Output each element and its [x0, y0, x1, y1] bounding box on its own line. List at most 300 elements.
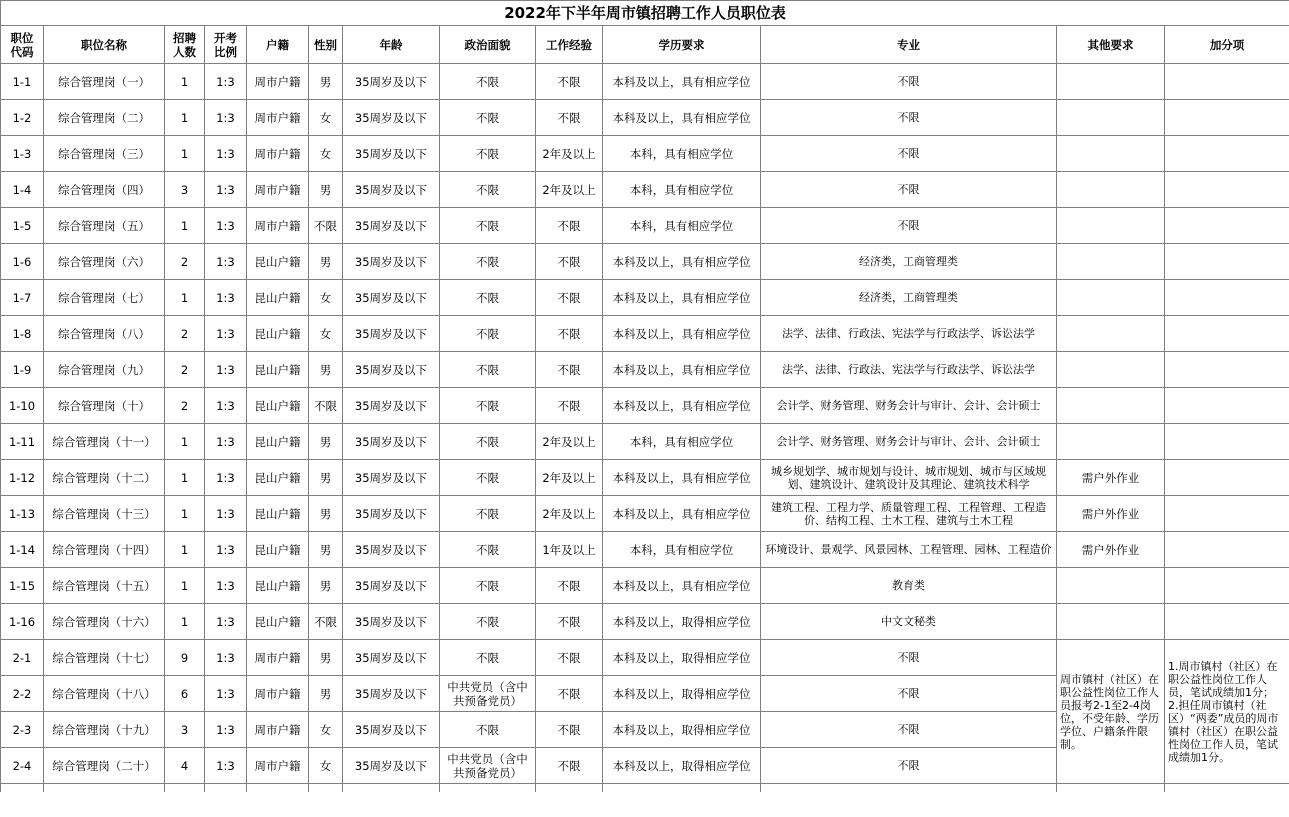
cell-gender[interactable]: 男: [309, 352, 343, 388]
cell-ratio[interactable]: 1:3: [205, 712, 247, 748]
empty-cell[interactable]: [44, 784, 165, 793]
cell-bonus[interactable]: [1165, 316, 1289, 352]
cell-name[interactable]: 综合管理岗（二）: [44, 100, 165, 136]
table-row: [1, 604, 1289, 640]
cell-ratio[interactable]: 1:3: [205, 208, 247, 244]
cell-gender[interactable]: 女: [309, 280, 343, 316]
cell-education[interactable]: 本科及以上，取得相应学位: [603, 676, 761, 712]
cell-bonus[interactable]: [1165, 604, 1289, 640]
cell-count[interactable]: 2: [165, 316, 205, 352]
cell-major[interactable]: 建筑工程、工程力学、质量管理工程、工程管理、工程造价、结构工程、土木工程、建筑与土木工程: [761, 496, 1057, 532]
cell-major[interactable]: 不限: [761, 172, 1057, 208]
cell-code[interactable]: 1-6: [1, 244, 44, 280]
cell-name[interactable]: 综合管理岗（十八）: [44, 676, 165, 712]
cell-name[interactable]: 综合管理岗（三）: [44, 136, 165, 172]
cell-major[interactable]: 经济类，工商管理类: [761, 244, 1057, 280]
cell-bonus[interactable]: [1165, 136, 1289, 172]
cell-gender[interactable]: 女: [309, 748, 343, 784]
cell-major[interactable]: 环境设计、景观学、风景园林、工程管理、园林、工程造价: [761, 532, 1057, 568]
cell-other[interactable]: [1057, 100, 1165, 136]
cell-education[interactable]: 本科及以上，具有相应学位: [603, 100, 761, 136]
table-row: [1, 172, 1289, 208]
cell-code[interactable]: 1-15: [1, 568, 44, 604]
cell-age[interactable]: 35周岁及以下: [343, 280, 440, 316]
cell-education[interactable]: 本科，具有相应学位: [603, 424, 761, 460]
cell-other[interactable]: 需户外作业: [1057, 460, 1165, 496]
cell-other[interactable]: [1057, 172, 1165, 208]
cell-ratio[interactable]: 1:3: [205, 100, 247, 136]
cell-major[interactable]: 经济类，工商管理类: [761, 280, 1057, 316]
cell-bonus[interactable]: [1165, 568, 1289, 604]
cell-name[interactable]: 综合管理岗（四）: [44, 172, 165, 208]
table-row: [1, 640, 1289, 676]
merged-other-requirements[interactable]: 周市镇村（社区）在职公益性岗位工作人员报考2-1至2-4岗位，不受年龄、学历学位、户籍条件限制。: [1057, 640, 1165, 784]
cell-age[interactable]: 35周岁及以下: [343, 136, 440, 172]
table-row: [1, 568, 1289, 604]
cell-politics[interactable]: 中共党员（含中共预备党员）: [440, 676, 536, 712]
cell-ratio[interactable]: 1:3: [205, 424, 247, 460]
table-row: [1, 244, 1289, 280]
table-row: [1, 136, 1289, 172]
cell-ratio[interactable]: 1:3: [205, 172, 247, 208]
empty-cell[interactable]: [1165, 784, 1289, 793]
cell-politics[interactable]: 不限: [440, 136, 536, 172]
cell-gender[interactable]: 男: [309, 496, 343, 532]
cell-count[interactable]: 3: [165, 712, 205, 748]
table-title: 2022年下半年周市镇招聘工作人员职位表: [1, 1, 1289, 26]
cell-ratio[interactable]: 1:3: [205, 568, 247, 604]
cell-age[interactable]: 35周岁及以下: [343, 388, 440, 424]
empty-cell[interactable]: [247, 784, 309, 793]
header-age: 年龄: [343, 26, 440, 64]
table-row: [1, 208, 1289, 244]
cell-count[interactable]: 3: [165, 172, 205, 208]
cell-major[interactable]: 不限: [761, 64, 1057, 100]
cell-gender[interactable]: 不限: [309, 604, 343, 640]
cell-ratio[interactable]: 1:3: [205, 532, 247, 568]
cell-politics[interactable]: 不限: [440, 244, 536, 280]
cell-gender[interactable]: 不限: [309, 208, 343, 244]
table-row: [1, 532, 1289, 568]
cell-age[interactable]: 35周岁及以下: [343, 64, 440, 100]
table-row: [1, 388, 1289, 424]
cell-experience[interactable]: 2年及以上: [536, 460, 603, 496]
cell-education[interactable]: 本科，具有相应学位: [603, 208, 761, 244]
cell-bonus[interactable]: [1165, 244, 1289, 280]
cell-code[interactable]: 1-3: [1, 136, 44, 172]
cell-education[interactable]: 本科及以上，具有相应学位: [603, 388, 761, 424]
empty-cell[interactable]: [536, 784, 603, 793]
cell-experience[interactable]: 不限: [536, 352, 603, 388]
empty-cell[interactable]: [603, 784, 761, 793]
empty-cell[interactable]: [309, 784, 343, 793]
cell-age[interactable]: 35周岁及以下: [343, 208, 440, 244]
cell-other[interactable]: [1057, 208, 1165, 244]
cell-other[interactable]: [1057, 316, 1165, 352]
cell-politics[interactable]: 不限: [440, 352, 536, 388]
table-row: [1, 460, 1289, 496]
cell-count[interactable]: 1: [165, 136, 205, 172]
cell-politics[interactable]: 不限: [440, 496, 536, 532]
header-code: 职位 代码: [1, 26, 44, 64]
cell-major[interactable]: 不限: [761, 640, 1057, 676]
cell-experience[interactable]: 不限: [536, 244, 603, 280]
empty-cell[interactable]: [205, 784, 247, 793]
cell-count[interactable]: 1: [165, 604, 205, 640]
cell-name[interactable]: 综合管理岗（十一）: [44, 424, 165, 460]
cell-experience[interactable]: 不限: [536, 604, 603, 640]
empty-cell[interactable]: [1, 784, 44, 793]
cell-politics[interactable]: 不限: [440, 640, 536, 676]
cell-other[interactable]: [1057, 280, 1165, 316]
cell-hukou[interactable]: 昆山户籍: [247, 568, 309, 604]
cell-hukou[interactable]: 昆山户籍: [247, 460, 309, 496]
table-row: [1, 280, 1289, 316]
table-body: [1, 64, 1289, 793]
cell-politics[interactable]: 不限: [440, 712, 536, 748]
cell-politics[interactable]: 不限: [440, 208, 536, 244]
cell-name[interactable]: 综合管理岗（一）: [44, 64, 165, 100]
cell-name[interactable]: 综合管理岗（十七）: [44, 640, 165, 676]
cell-age[interactable]: 35周岁及以下: [343, 460, 440, 496]
cell-education[interactable]: 本科及以上，取得相应学位: [603, 640, 761, 676]
cell-education[interactable]: 本科，具有相应学位: [603, 136, 761, 172]
cell-name[interactable]: 综合管理岗（十五）: [44, 568, 165, 604]
cell-major[interactable]: 法学、法律、行政法、宪法学与行政法学、诉讼法学: [761, 352, 1057, 388]
cell-other[interactable]: [1057, 352, 1165, 388]
cell-experience[interactable]: 不限: [536, 712, 603, 748]
cell-count[interactable]: 9: [165, 640, 205, 676]
cell-gender[interactable]: 男: [309, 64, 343, 100]
header-bonus: 加分项: [1165, 26, 1289, 64]
cell-gender[interactable]: 不限: [309, 388, 343, 424]
cell-hukou[interactable]: 昆山户籍: [247, 316, 309, 352]
cell-major[interactable]: 不限: [761, 100, 1057, 136]
cell-education[interactable]: 本科及以上，取得相应学位: [603, 712, 761, 748]
cell-hukou[interactable]: 周市户籍: [247, 676, 309, 712]
table-row: [1, 64, 1289, 100]
empty-cell[interactable]: [165, 784, 205, 793]
cell-age[interactable]: 35周岁及以下: [343, 496, 440, 532]
cell-code[interactable]: 1-11: [1, 424, 44, 460]
cell-hukou[interactable]: 昆山户籍: [247, 532, 309, 568]
cell-education[interactable]: 本科及以上，具有相应学位: [603, 568, 761, 604]
cell-bonus[interactable]: [1165, 100, 1289, 136]
cell-experience[interactable]: 2年及以上: [536, 136, 603, 172]
cell-age[interactable]: 35周岁及以下: [343, 100, 440, 136]
cell-experience[interactable]: 不限: [536, 676, 603, 712]
cell-hukou[interactable]: 周市户籍: [247, 172, 309, 208]
cell-hukou[interactable]: 昆山户籍: [247, 352, 309, 388]
cell-age[interactable]: 35周岁及以下: [343, 640, 440, 676]
cell-major[interactable]: 城乡规划学、城市规划与设计、城市规划、城市与区域规划、建筑设计、建筑设计及其理论、建筑技术科学: [761, 460, 1057, 496]
cell-ratio[interactable]: 1:3: [205, 640, 247, 676]
cell-count[interactable]: 1: [165, 100, 205, 136]
cell-code[interactable]: 1-1: [1, 64, 44, 100]
cell-code[interactable]: 1-12: [1, 460, 44, 496]
cell-ratio[interactable]: 1:3: [205, 352, 247, 388]
cell-name[interactable]: 综合管理岗（八）: [44, 316, 165, 352]
cell-hukou[interactable]: 昆山户籍: [247, 280, 309, 316]
cell-ratio[interactable]: 1:3: [205, 316, 247, 352]
cell-politics[interactable]: 中共党员（含中共预备党员）: [440, 748, 536, 784]
header-education: 学历要求: [603, 26, 761, 64]
cell-name[interactable]: 综合管理岗（十二）: [44, 460, 165, 496]
cell-major[interactable]: 中文文秘类: [761, 604, 1057, 640]
cell-name[interactable]: 综合管理岗（十九）: [44, 712, 165, 748]
cell-name[interactable]: 综合管理岗（十四）: [44, 532, 165, 568]
cell-major[interactable]: 不限: [761, 712, 1057, 748]
cell-hukou[interactable]: 周市户籍: [247, 64, 309, 100]
cell-count[interactable]: 2: [165, 352, 205, 388]
cell-hukou[interactable]: 周市户籍: [247, 748, 309, 784]
empty-cell[interactable]: [761, 784, 1057, 793]
cell-education[interactable]: 本科及以上，取得相应学位: [603, 604, 761, 640]
cell-education[interactable]: 本科，具有相应学位: [603, 532, 761, 568]
cell-code[interactable]: 1-16: [1, 604, 44, 640]
cell-ratio[interactable]: 1:3: [205, 460, 247, 496]
cell-age[interactable]: 35周岁及以下: [343, 676, 440, 712]
cell-experience[interactable]: 不限: [536, 388, 603, 424]
cell-hukou[interactable]: 周市户籍: [247, 640, 309, 676]
cell-age[interactable]: 35周岁及以下: [343, 316, 440, 352]
cell-gender[interactable]: 男: [309, 568, 343, 604]
cell-bonus[interactable]: [1165, 208, 1289, 244]
cell-major[interactable]: 法学、法律、行政法、宪法学与行政法学、诉讼法学: [761, 316, 1057, 352]
cell-age[interactable]: 35周岁及以下: [343, 172, 440, 208]
header-politics: 政治面貌: [440, 26, 536, 64]
cell-experience[interactable]: 不限: [536, 64, 603, 100]
header-experience: 工作经验: [536, 26, 603, 64]
cell-gender[interactable]: 男: [309, 424, 343, 460]
cell-count[interactable]: 2: [165, 388, 205, 424]
cell-hukou[interactable]: 昆山户籍: [247, 424, 309, 460]
cell-code[interactable]: 2-3: [1, 712, 44, 748]
cell-bonus[interactable]: [1165, 280, 1289, 316]
cell-other[interactable]: [1057, 136, 1165, 172]
cell-politics[interactable]: 不限: [440, 280, 536, 316]
cell-bonus[interactable]: [1165, 64, 1289, 100]
cell-experience[interactable]: 不限: [536, 208, 603, 244]
header-name: 职位名称: [44, 26, 165, 64]
header-count: 招聘 人数: [165, 26, 205, 64]
cell-major[interactable]: 不限: [761, 748, 1057, 784]
cell-experience[interactable]: 不限: [536, 748, 603, 784]
cell-name[interactable]: 综合管理岗（九）: [44, 352, 165, 388]
cell-age[interactable]: 35周岁及以下: [343, 604, 440, 640]
cell-ratio[interactable]: 1:3: [205, 136, 247, 172]
cell-ratio[interactable]: 1:3: [205, 676, 247, 712]
cell-gender[interactable]: 男: [309, 244, 343, 280]
header-row: [1, 26, 1289, 64]
cell-education[interactable]: 本科及以上，具有相应学位: [603, 280, 761, 316]
cell-politics[interactable]: 不限: [440, 172, 536, 208]
cell-code[interactable]: 2-1: [1, 640, 44, 676]
cell-other[interactable]: [1057, 388, 1165, 424]
cell-name[interactable]: 综合管理岗（二十）: [44, 748, 165, 784]
cell-education[interactable]: 本科及以上，具有相应学位: [603, 64, 761, 100]
cell-count[interactable]: 1: [165, 280, 205, 316]
cell-gender[interactable]: 男: [309, 172, 343, 208]
cell-gender[interactable]: 男: [309, 640, 343, 676]
cell-politics[interactable]: 不限: [440, 460, 536, 496]
cell-other[interactable]: [1057, 604, 1165, 640]
cell-gender[interactable]: 男: [309, 532, 343, 568]
table-row: [1, 100, 1289, 136]
cell-hukou[interactable]: 周市户籍: [247, 136, 309, 172]
cell-name[interactable]: 综合管理岗（十）: [44, 388, 165, 424]
cell-name[interactable]: 综合管理岗（七）: [44, 280, 165, 316]
cell-bonus[interactable]: [1165, 424, 1289, 460]
cell-education[interactable]: 本科及以上，具有相应学位: [603, 460, 761, 496]
cell-experience[interactable]: 不限: [536, 316, 603, 352]
cell-age[interactable]: 35周岁及以下: [343, 532, 440, 568]
empty-cell[interactable]: [343, 784, 440, 793]
cell-politics[interactable]: 不限: [440, 388, 536, 424]
cell-bonus[interactable]: [1165, 532, 1289, 568]
cell-name[interactable]: 综合管理岗（六）: [44, 244, 165, 280]
cell-gender[interactable]: 男: [309, 676, 343, 712]
cell-politics[interactable]: 不限: [440, 100, 536, 136]
cell-age[interactable]: 35周岁及以下: [343, 568, 440, 604]
cell-count[interactable]: 1: [165, 460, 205, 496]
cell-count[interactable]: 2: [165, 244, 205, 280]
cell-other[interactable]: 需户外作业: [1057, 496, 1165, 532]
header-other: 其他要求: [1057, 26, 1165, 64]
cell-count[interactable]: 1: [165, 64, 205, 100]
cell-name[interactable]: 综合管理岗（十六）: [44, 604, 165, 640]
cell-code[interactable]: 1-2: [1, 100, 44, 136]
cell-ratio[interactable]: 1:3: [205, 496, 247, 532]
cell-politics[interactable]: 不限: [440, 568, 536, 604]
cell-other[interactable]: [1057, 424, 1165, 460]
cell-experience[interactable]: 不限: [536, 568, 603, 604]
cell-experience[interactable]: 2年及以上: [536, 172, 603, 208]
cell-politics[interactable]: 不限: [440, 316, 536, 352]
empty-cell[interactable]: [440, 784, 536, 793]
cell-major[interactable]: 不限: [761, 676, 1057, 712]
cell-count[interactable]: 1: [165, 208, 205, 244]
cell-gender[interactable]: 女: [309, 712, 343, 748]
cell-hukou[interactable]: 周市户籍: [247, 100, 309, 136]
cell-hukou[interactable]: 周市户籍: [247, 712, 309, 748]
cell-count[interactable]: 1: [165, 424, 205, 460]
cell-education[interactable]: 本科及以上，具有相应学位: [603, 352, 761, 388]
cell-bonus[interactable]: [1165, 388, 1289, 424]
cell-experience[interactable]: 不限: [536, 280, 603, 316]
cell-ratio[interactable]: 1:3: [205, 64, 247, 100]
cell-ratio[interactable]: 1:3: [205, 748, 247, 784]
cell-code[interactable]: 1-10: [1, 388, 44, 424]
table-row: [1, 424, 1289, 460]
cell-politics[interactable]: 不限: [440, 424, 536, 460]
empty-cell[interactable]: [1057, 784, 1165, 793]
cell-politics[interactable]: 不限: [440, 64, 536, 100]
cell-other[interactable]: [1057, 64, 1165, 100]
cell-age[interactable]: 35周岁及以下: [343, 352, 440, 388]
header-hukou: 户籍: [247, 26, 309, 64]
cell-education[interactable]: 本科及以上，取得相应学位: [603, 748, 761, 784]
cell-age[interactable]: 35周岁及以下: [343, 748, 440, 784]
cell-ratio[interactable]: 1:3: [205, 388, 247, 424]
cell-hukou[interactable]: 周市户籍: [247, 208, 309, 244]
cell-major[interactable]: 会计学、财务管理、财务会计与审计、会计、会计硕士: [761, 388, 1057, 424]
cell-gender[interactable]: 女: [309, 100, 343, 136]
cell-experience[interactable]: 不限: [536, 640, 603, 676]
cell-experience[interactable]: 不限: [536, 100, 603, 136]
cell-age[interactable]: 35周岁及以下: [343, 712, 440, 748]
cell-code[interactable]: 1-13: [1, 496, 44, 532]
header-gender: 性别: [309, 26, 343, 64]
cell-bonus[interactable]: [1165, 352, 1289, 388]
cell-other[interactable]: 需户外作业: [1057, 532, 1165, 568]
cell-ratio[interactable]: 1:3: [205, 604, 247, 640]
empty-row: [1, 784, 1289, 793]
cell-major[interactable]: 教育类: [761, 568, 1057, 604]
cell-name[interactable]: 综合管理岗（十三）: [44, 496, 165, 532]
cell-code[interactable]: 1-7: [1, 280, 44, 316]
cell-politics[interactable]: 不限: [440, 604, 536, 640]
cell-experience[interactable]: 1年及以上: [536, 532, 603, 568]
cell-gender[interactable]: 女: [309, 136, 343, 172]
table-row: [1, 496, 1289, 532]
cell-hukou[interactable]: 昆山户籍: [247, 244, 309, 280]
cell-code[interactable]: 1-9: [1, 352, 44, 388]
merged-bonus[interactable]: 1.周市镇村（社区）在职公益性岗位工作人员，笔试成绩加1分； 2.担任周市镇村（社区）“两委”成员的周市镇村（社区）在职公益性岗位工作人员，笔试成绩加1分。: [1165, 640, 1289, 784]
table-row: [1, 316, 1289, 352]
cell-major[interactable]: 不限: [761, 208, 1057, 244]
cell-hukou[interactable]: 昆山户籍: [247, 604, 309, 640]
table-row: [1, 352, 1289, 388]
cell-experience[interactable]: 2年及以上: [536, 424, 603, 460]
cell-count[interactable]: 1: [165, 568, 205, 604]
cell-count[interactable]: 6: [165, 676, 205, 712]
cell-gender[interactable]: 男: [309, 460, 343, 496]
cell-gender[interactable]: 女: [309, 316, 343, 352]
cell-code[interactable]: 1-8: [1, 316, 44, 352]
cell-age[interactable]: 35周岁及以下: [343, 424, 440, 460]
cell-count[interactable]: 1: [165, 532, 205, 568]
cell-other[interactable]: [1057, 244, 1165, 280]
cell-count[interactable]: 1: [165, 496, 205, 532]
cell-major[interactable]: 不限: [761, 136, 1057, 172]
cell-major[interactable]: 会计学、财务管理、财务会计与审计、会计、会计硕士: [761, 424, 1057, 460]
cell-bonus[interactable]: [1165, 496, 1289, 532]
cell-code[interactable]: 1-14: [1, 532, 44, 568]
cell-bonus[interactable]: [1165, 172, 1289, 208]
cell-code[interactable]: 2-2: [1, 676, 44, 712]
cell-code[interactable]: 1-4: [1, 172, 44, 208]
cell-ratio[interactable]: 1:3: [205, 280, 247, 316]
cell-experience[interactable]: 2年及以上: [536, 496, 603, 532]
cell-education[interactable]: 本科及以上，具有相应学位: [603, 316, 761, 352]
header-major: 专业: [761, 26, 1057, 64]
cell-name[interactable]: 综合管理岗（五）: [44, 208, 165, 244]
cell-count[interactable]: 4: [165, 748, 205, 784]
cell-age[interactable]: 35周岁及以下: [343, 244, 440, 280]
cell-education[interactable]: 本科，具有相应学位: [603, 172, 761, 208]
cell-code[interactable]: 1-5: [1, 208, 44, 244]
cell-hukou[interactable]: 昆山户籍: [247, 388, 309, 424]
cell-politics[interactable]: 不限: [440, 532, 536, 568]
cell-ratio[interactable]: 1:3: [205, 244, 247, 280]
cell-education[interactable]: 本科及以上，具有相应学位: [603, 496, 761, 532]
cell-hukou[interactable]: 昆山户籍: [247, 496, 309, 532]
cell-bonus[interactable]: [1165, 460, 1289, 496]
cell-other[interactable]: [1057, 568, 1165, 604]
cell-education[interactable]: 本科及以上，具有相应学位: [603, 244, 761, 280]
cell-code[interactable]: 2-4: [1, 748, 44, 784]
